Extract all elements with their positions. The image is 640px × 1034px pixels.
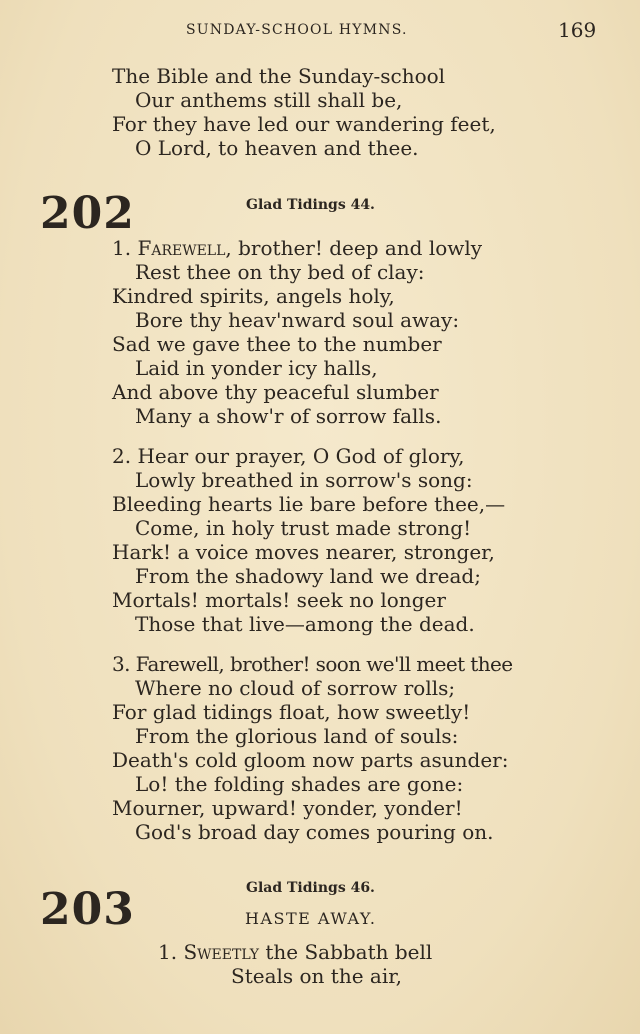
verse-line: Where no cloud of sorrow rolls; <box>135 676 456 700</box>
verse-line: Bore thy heav'nward soul away: <box>135 308 460 332</box>
hymn-number: 202 <box>40 188 135 239</box>
verse-line: Bleeding hearts lie bare before thee,— <box>112 492 506 516</box>
verse-line: Hark! a voice moves nearer, stronger, <box>112 540 495 564</box>
verse-line: Our anthems still shall be, <box>135 88 403 112</box>
verse-line: Death's cold gloom now parts asunder: <box>112 748 509 772</box>
verse-line <box>158 940 432 964</box>
verse-line: Lowly breathed in sorrow's song: <box>135 468 473 492</box>
verse-line: From the shadowy land we dread; <box>135 564 481 588</box>
verse-line: Lo! the folding shades are gone: <box>135 772 464 796</box>
verse-line: For glad tidings float, how sweetly! <box>112 700 471 724</box>
verse-line: And above thy peaceful slumber <box>112 380 439 404</box>
verse-line: For they have led our wandering feet, <box>112 112 496 136</box>
verse-line: 2. Hear our prayer, O God of glory, <box>112 444 465 468</box>
verse-line: Steals on the air, <box>231 964 402 988</box>
verse-line: Those that live—among the dead. <box>135 612 475 636</box>
verse-line: Come, in holy trust made strong! <box>135 516 472 540</box>
verse-line: Laid in yonder icy halls, <box>135 356 378 380</box>
first-word: Farewell <box>137 236 226 260</box>
verse-line: Sad we gave thee to the number <box>112 332 442 356</box>
hymn-number: 203 <box>40 884 135 935</box>
verse-line <box>112 236 482 260</box>
verse-line: Mortals! mortals! seek no longer <box>112 588 446 612</box>
first-line-rest: , brother! deep and lowly <box>225 236 483 260</box>
verse-line: O Lord, to heaven and thee. <box>135 136 419 160</box>
stanza-number: 1. <box>112 236 132 260</box>
stanza-number: 1. <box>158 940 178 964</box>
verse-line: Kindred spirits, angels holy, <box>112 284 395 308</box>
page-number: 169 <box>558 18 597 42</box>
tune-name: Glad Tidings 44. <box>246 197 375 213</box>
verse-line: The Bible and the Sunday-school <box>112 64 446 88</box>
verse-line: 3. Farewell, brother! soon we'll meet thee <box>112 652 513 676</box>
verse-line: God's broad day comes pouring on. <box>135 820 494 844</box>
first-word: Sweetly <box>183 940 259 964</box>
verse-line: From the glorious land of souls: <box>135 724 459 748</box>
verse-line: Many a show'r of sorrow falls. <box>135 404 442 428</box>
verse-line: Rest thee on thy bed of clay: <box>135 260 425 284</box>
running-head: SUNDAY-SCHOOL HYMNS. <box>186 22 408 38</box>
hymn-title: HASTE AWAY. <box>245 909 377 928</box>
verse-line: Mourner, upward! yonder, yonder! <box>112 796 463 820</box>
first-line-rest: the Sabbath bell <box>258 940 433 964</box>
tune-name: Glad Tidings 46. <box>246 880 375 896</box>
